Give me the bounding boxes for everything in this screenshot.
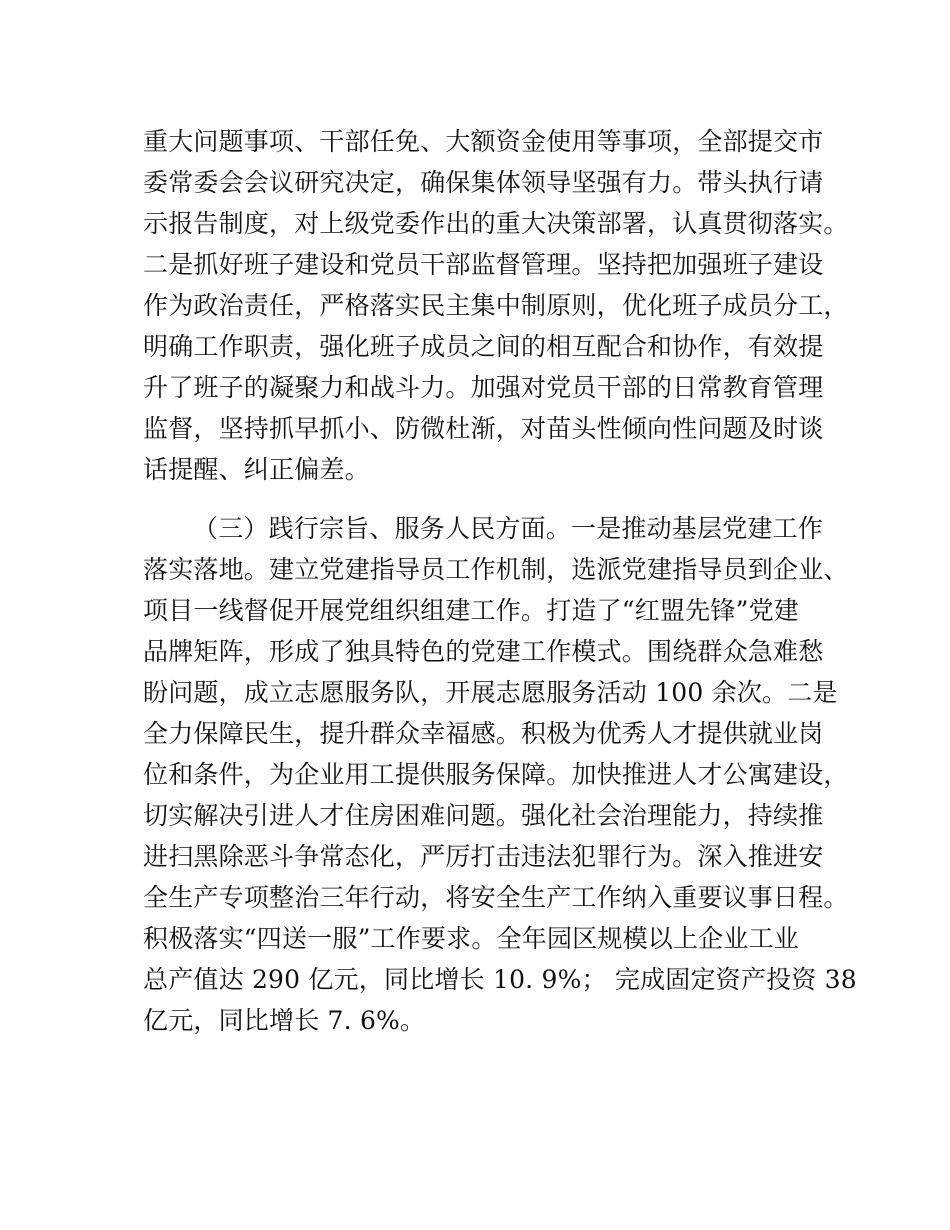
text-line: 项目一线督促开展党组织组建工作。打造了“红盟先锋”党建 — [143, 596, 799, 625]
text-line: 亿元，同比增长 7. 6%。 — [143, 1006, 426, 1035]
paragraph-serve-people — [143, 508, 857, 1041]
text-line: 重大问题事项、干部任免、大额资金使用等事项，全部提交市 — [143, 127, 824, 156]
text-line: 进扫黑除恶斗争常态化，严厉打击违法犯罪行为。深入推进安 — [143, 842, 824, 871]
text-line: 总产值达 290 亿元，同比增长 10. 9%； 完成固定资产投资 38 — [143, 965, 857, 994]
text-line: 监督，坚持抓早抓小、防微杜渐，对苗头性倾向性问题及时谈 — [143, 414, 824, 443]
document-body — [143, 121, 857, 1041]
text-line: 话提醒、纠正偏差。 — [143, 455, 370, 484]
paragraph-leadership — [143, 121, 849, 490]
text-line: 作为政治责任，严格落实民主集中制原则，优化班子成员分工， — [143, 291, 849, 320]
text-line: 二是抓好班子建设和党员干部监督管理。坚持把加强班子建设 — [143, 250, 824, 279]
text-line: 落实落地。建立党建指导员工作机制，选派党建指导员到企业、 — [143, 555, 849, 584]
text-line: 示报告制度，对上级党委作出的重大决策部署，认真贯彻落实。 — [143, 209, 849, 238]
text-line: 切实解决引进人才住房困难问题。强化社会治理能力，持续推 — [143, 801, 824, 830]
text-line: 品牌矩阵，形成了独具特色的党建工作模式。围绕群众急难愁 — [143, 637, 824, 666]
text-line: 盼问题，成立志愿服务队，开展志愿服务活动 100 余次。二是 — [143, 678, 838, 707]
text-line: 全力保障民生，提升群众幸福感。积极为优秀人才提供就业岗 — [143, 719, 824, 748]
paragraph-spacer — [143, 490, 823, 508]
text-line: 升了班子的凝聚力和战斗力。加强对党员干部的日常教育管理 — [143, 373, 824, 402]
text-line: 委常委会会议研究决定，确保集体领导坚强有力。带头执行请 — [143, 168, 824, 197]
text-line: 积极落实“四送一服”工作要求。全年园区规模以上企业工业 — [143, 924, 799, 953]
text-line: 明确工作职责，强化班子成员之间的相互配合和协作，有效提 — [143, 332, 824, 361]
section-heading-line: （三）践行宗旨、服务人民方面。一是推动基层党建工作 — [193, 514, 824, 543]
text-line: 全生产专项整治三年行动，将安全生产工作纳入重要议事日程。 — [143, 883, 849, 912]
text-line: 位和条件，为企业用工提供服务保障。加快推进人才公寓建设， — [143, 760, 849, 789]
